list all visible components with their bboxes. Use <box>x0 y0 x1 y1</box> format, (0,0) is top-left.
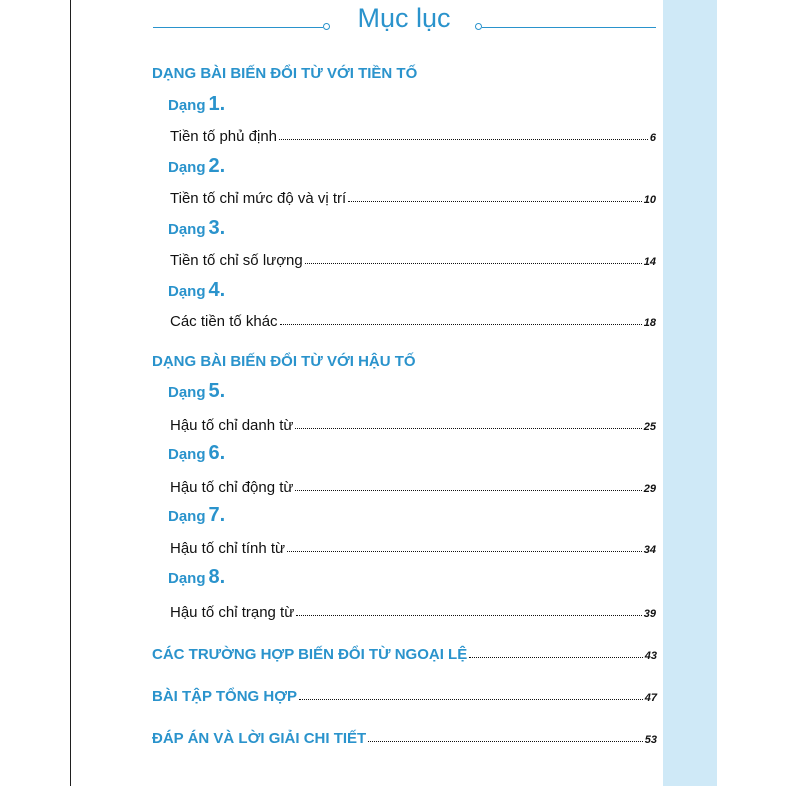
dot-leader <box>295 427 641 429</box>
toc-entry[interactable]: Tiền tố phủ định 6 <box>170 128 656 145</box>
page-number: 18 <box>643 317 656 329</box>
toc-subheading: Dạng 1. <box>168 93 226 115</box>
toc-subheading: Dạng 3. <box>168 217 226 239</box>
toc-section[interactable]: CÁC TRƯỜNG HỢP BIẾN ĐỔI TỪ NGOẠI LỆ 43 <box>152 646 657 663</box>
toc-subheading: Dạng 2. <box>168 155 226 177</box>
title-rule-right <box>482 27 656 28</box>
toc-entry[interactable]: Hậu tố chỉ tính từ 34 <box>170 540 656 557</box>
page-number: 6 <box>649 132 656 144</box>
toc-section[interactable]: DẠNG BÀI BIẾN ĐỔI TỪ VỚI TIỀN TỐ <box>152 65 418 82</box>
page-number: 47 <box>644 692 657 704</box>
dot-leader <box>296 614 641 616</box>
page-number: 43 <box>644 650 657 662</box>
dot-leader <box>280 323 642 325</box>
dot-leader <box>469 656 643 658</box>
page-number: 29 <box>643 483 656 495</box>
toc-subheading: Dạng 4. <box>168 279 226 301</box>
dot-leader <box>295 489 641 491</box>
toc-entry[interactable]: Hậu tố chỉ động từ 29 <box>170 479 656 496</box>
title-dot-right-icon <box>475 23 482 30</box>
toc-entry[interactable]: Các tiền tố khác 18 <box>170 313 656 330</box>
toc-entry[interactable]: Hậu tố chỉ trạng từ 39 <box>170 604 656 621</box>
page-number: 25 <box>643 421 656 433</box>
toc-subheading: Dạng 7. <box>168 504 226 526</box>
dot-leader <box>287 550 642 552</box>
dot-leader <box>299 698 643 700</box>
page-number: 10 <box>643 194 656 206</box>
toc-entry[interactable]: Tiền tố chỉ mức độ và vị trí 10 <box>170 190 656 207</box>
page-number: 39 <box>643 608 656 620</box>
toc-subheading: Dạng 8. <box>168 566 226 588</box>
toc-subheading: Dạng 6. <box>168 442 226 464</box>
page-number: 53 <box>644 734 657 746</box>
page-title: Mục lục <box>357 3 451 33</box>
toc-section[interactable]: DẠNG BÀI BIẾN ĐỔI TỪ VỚI HẬU TỐ <box>152 353 416 370</box>
toc-section[interactable]: ĐÁP ÁN VÀ LỜI GIẢI CHI TIẾT 53 <box>152 730 657 747</box>
page-number: 34 <box>643 544 656 556</box>
page-edge-line <box>70 0 71 786</box>
title-row <box>145 0 663 40</box>
toc-entry[interactable]: Hậu tố chỉ danh từ 25 <box>170 417 656 434</box>
toc-entry[interactable]: Tiền tố chỉ số lượng 14 <box>170 252 656 269</box>
dot-leader <box>305 262 642 264</box>
toc-section[interactable]: BÀI TẬP TỔNG HỢP 47 <box>152 688 657 705</box>
dot-leader <box>348 200 642 202</box>
page-number: 14 <box>643 256 656 268</box>
toc-subheading: Dạng 5. <box>168 380 226 402</box>
dot-leader <box>279 138 648 140</box>
dot-leader <box>368 740 643 742</box>
